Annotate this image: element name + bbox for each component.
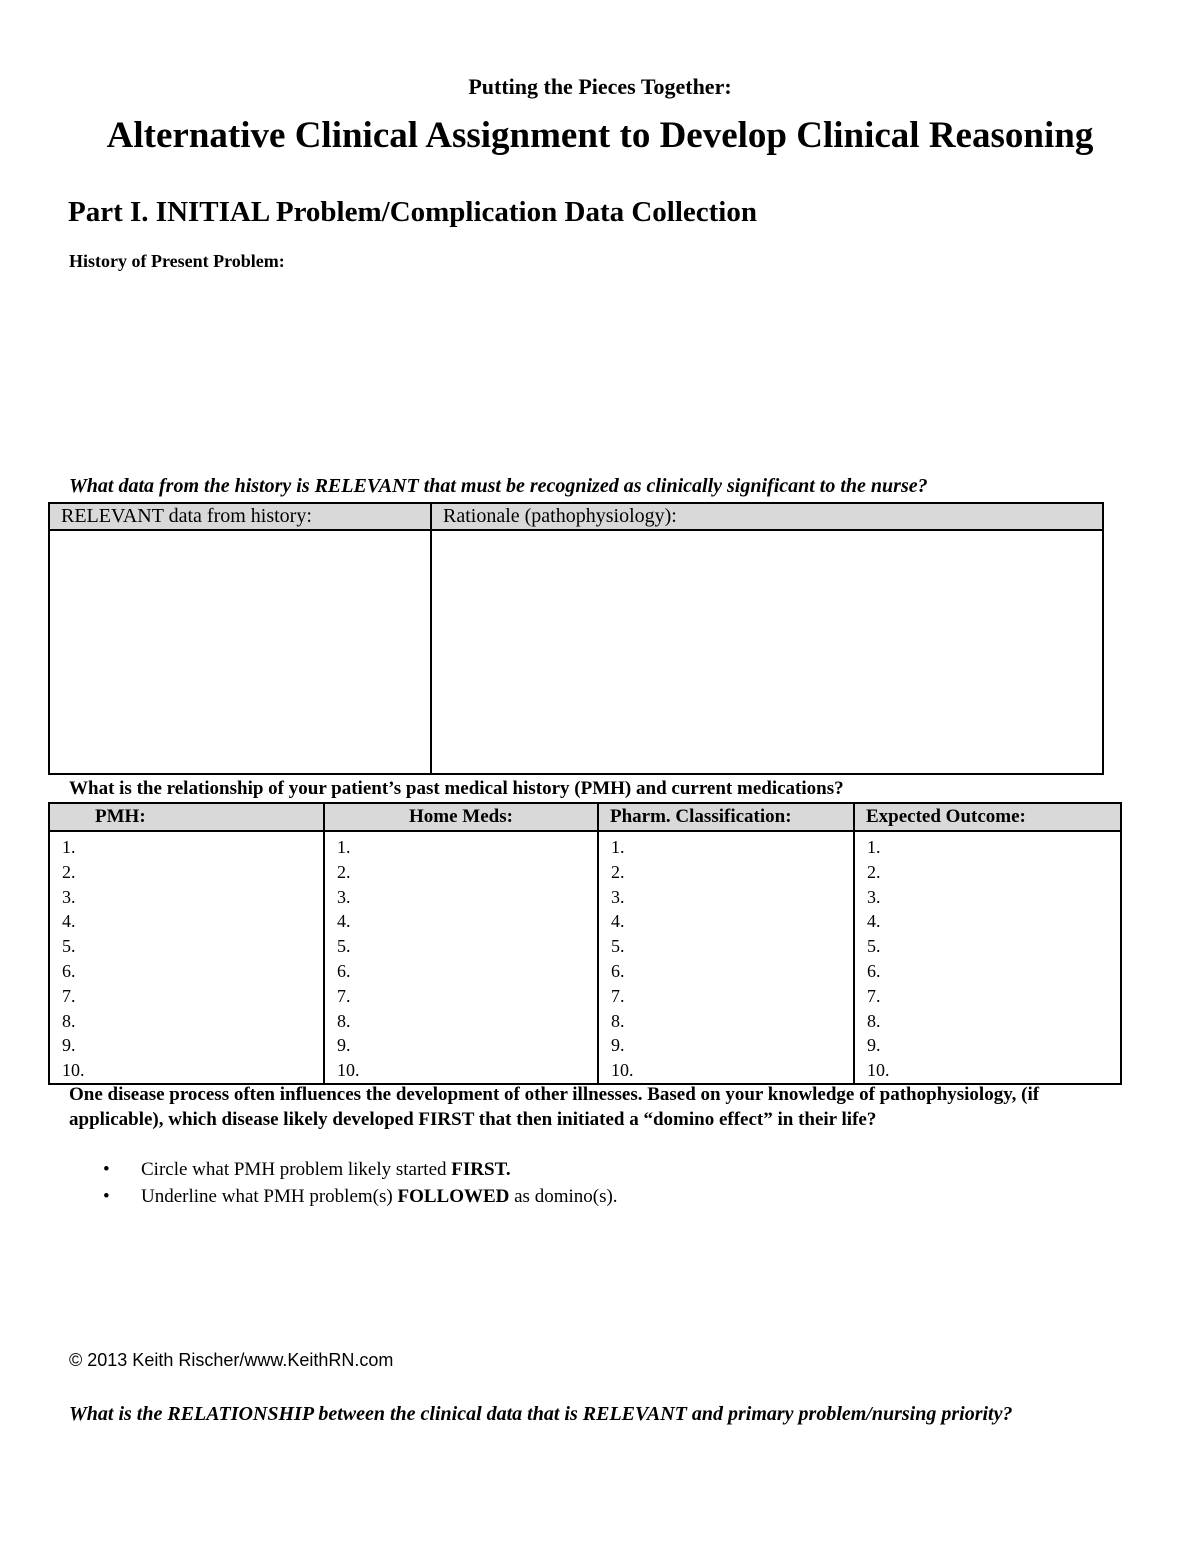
list-item-number: 8. (867, 1010, 881, 1031)
copyright-notice: © 2013 Keith Rischer/www.KeithRN.com (69, 1350, 394, 1370)
pmh-question: What is the relationship of your patient’s past medical history (PMH) and current medications? (69, 778, 844, 799)
list-item-number: 5. (611, 936, 625, 957)
list-item-number: 1. (611, 837, 625, 857)
expected-outcome-column[interactable] (854, 831, 1121, 1084)
domino-effect-question: One disease process often influences the development of other illnesses. Based on your knowledge of pathophysiology, (if applicable), which disease likely developed FIRST that then initiated a “domino effect” in their life? (69, 1084, 1040, 1130)
list-item (103, 1156, 618, 1183)
relevant-data-cell[interactable] (49, 530, 431, 774)
rationale-cell[interactable] (431, 530, 1103, 774)
list-item-number: 5. (337, 936, 351, 957)
list-item-number: 2. (62, 861, 76, 882)
bullet-text: Circle what PMH problem likely started FIRST. (141, 1159, 511, 1180)
relevant-data-table (48, 502, 1104, 775)
table-row (49, 831, 1121, 1084)
list-item-number: 5. (62, 936, 76, 957)
list-item-number: 6. (337, 960, 351, 981)
rationale-header: Rationale (pathophysiology): (431, 503, 1103, 530)
expected-outcome-header: Expected Outcome: (854, 803, 1121, 831)
list-item-number: 1. (62, 837, 76, 857)
list-item-number: 10. (62, 1060, 85, 1081)
list-item-number: 9. (611, 1035, 625, 1056)
part-title: Part I. INITIAL Problem/Complication Data Collection (68, 196, 757, 228)
relevant-data-header: RELEVANT data from history: (49, 503, 431, 530)
list-item (103, 1183, 618, 1210)
list-item-number: 2. (867, 861, 881, 882)
list-item-number: 10. (337, 1060, 360, 1081)
pmh-header: PMH: (49, 803, 324, 831)
list-item-number: 1. (337, 837, 351, 857)
list-item-number: 2. (337, 861, 351, 882)
list-item-number: 9. (337, 1035, 351, 1056)
pharm-classification-header: Pharm. Classification: (598, 803, 854, 831)
list-item-number: 8. (337, 1010, 351, 1031)
pmh-column[interactable] (49, 831, 324, 1084)
history-of-present-problem-label: History of Present Problem: (69, 251, 285, 271)
relationship-question: What is the RELATIONSHIP between the clinical data that is RELEVANT and primary problem/nursing priority? (69, 1403, 1013, 1425)
list-item-number: 1. (867, 837, 881, 857)
list-item-number: 4. (611, 911, 625, 932)
list-item-number: 3. (62, 886, 76, 907)
bullet-icon: • (103, 1159, 110, 1180)
list-item-number: 4. (62, 911, 76, 932)
list-item-number: 3. (611, 886, 625, 907)
list-item-number: 6. (62, 960, 76, 981)
list-item-number: 9. (62, 1035, 76, 1056)
home-meds-column[interactable] (324, 831, 598, 1084)
list-item-number: 10. (611, 1060, 634, 1081)
list-item-number: 3. (337, 886, 351, 907)
bullet-icon: • (103, 1186, 110, 1207)
list-item-number: 7. (62, 985, 76, 1006)
list-item-number: 5. (867, 936, 881, 957)
list-item-number: 4. (867, 911, 881, 932)
document-title: Alternative Clinical Assignment to Develop Clinical Reasoning (106, 115, 1094, 156)
list-item-number: 6. (867, 960, 881, 981)
list-item-number: 7. (611, 985, 625, 1006)
list-item-number: 6. (611, 960, 625, 981)
document-supertitle: Putting the Pieces Together: (468, 74, 732, 99)
list-item-number: 8. (62, 1010, 76, 1031)
list-item-number: 4. (337, 911, 351, 932)
list-item-number: 9. (867, 1035, 881, 1056)
pmh-table (48, 802, 1122, 1085)
bullet-text: Underline what PMH problem(s) FOLLOWED as domino(s). (141, 1186, 618, 1207)
home-meds-header: Home Meds: (324, 803, 598, 831)
list-item-number: 3. (867, 886, 881, 907)
list-item-number: 7. (867, 985, 881, 1006)
list-item-number: 10. (867, 1060, 890, 1081)
pharm-classification-column[interactable] (598, 831, 854, 1084)
list-item-number: 8. (611, 1010, 625, 1031)
relevant-data-question: What data from the history is RELEVANT that must be recognized as clinically significant to the nurse? (69, 475, 928, 497)
list-item-number: 2. (611, 861, 625, 882)
domino-instructions (103, 1156, 618, 1210)
list-item-number: 7. (337, 985, 351, 1006)
